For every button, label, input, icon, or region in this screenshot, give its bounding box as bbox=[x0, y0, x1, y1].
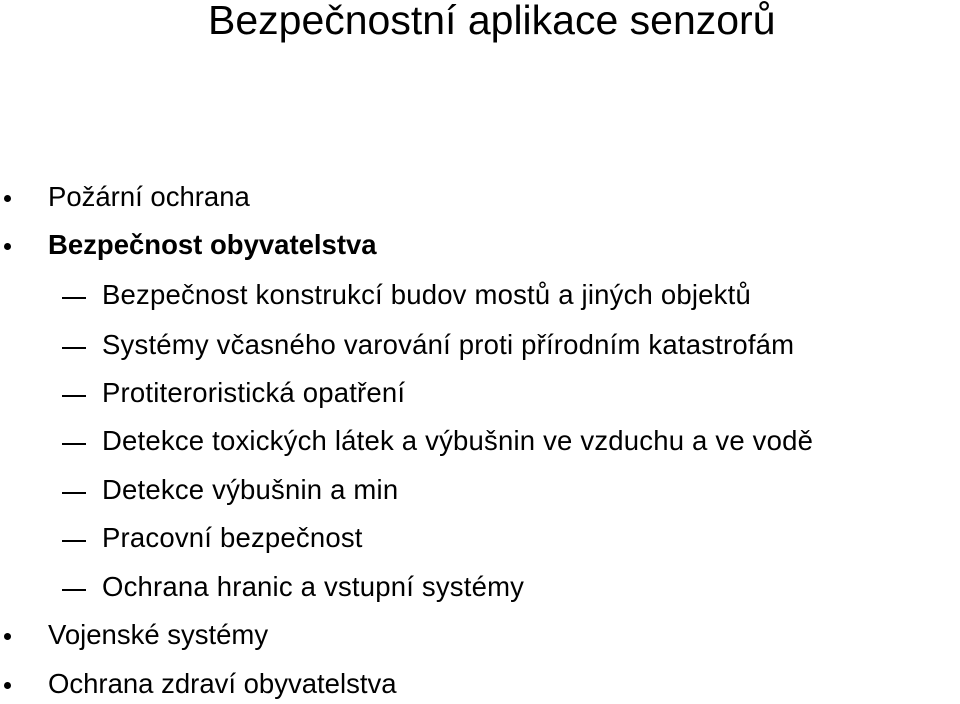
list-subitem-text: Systémy včasného varování proti přírodním katastrofám bbox=[102, 329, 795, 360]
list-subitem-text: Protiteroristická opatření bbox=[102, 377, 406, 408]
list-subitem-text: Bezpečnost konstrukcí budov mostů a jiných objektů bbox=[102, 279, 751, 310]
dash-icon bbox=[62, 589, 86, 591]
list-item-text: Ochrana zdraví obyvatelstva bbox=[48, 668, 397, 699]
slide-title: Bezpečnostní aplikace senzorů bbox=[208, 0, 776, 43]
list-item-text: Vojenské systémy bbox=[48, 619, 269, 650]
list-subitem-text: Ochrana hranic a vstupní systémy bbox=[102, 571, 525, 602]
bullet-icon bbox=[4, 633, 11, 640]
list-subitem-text: Detekce toxických látek a výbušnin ve vzduchu a ve vodě bbox=[102, 425, 814, 456]
dash-icon bbox=[62, 540, 86, 542]
list-item-text: Bezpečnost obyvatelstva bbox=[48, 229, 377, 260]
list-subitem-text: Pracovní bezpečnost bbox=[102, 522, 363, 553]
list-item-text: Požární ochrana bbox=[48, 181, 250, 212]
dash-icon bbox=[62, 443, 86, 445]
bullet-icon bbox=[4, 682, 11, 689]
list-subitem-text: Detekce výbušnin a min bbox=[102, 474, 399, 505]
dash-icon bbox=[62, 492, 86, 494]
dash-icon bbox=[62, 395, 86, 397]
bullet-icon bbox=[4, 243, 11, 250]
dash-icon bbox=[62, 297, 86, 299]
dash-icon bbox=[62, 347, 86, 349]
bullet-icon bbox=[4, 195, 11, 202]
